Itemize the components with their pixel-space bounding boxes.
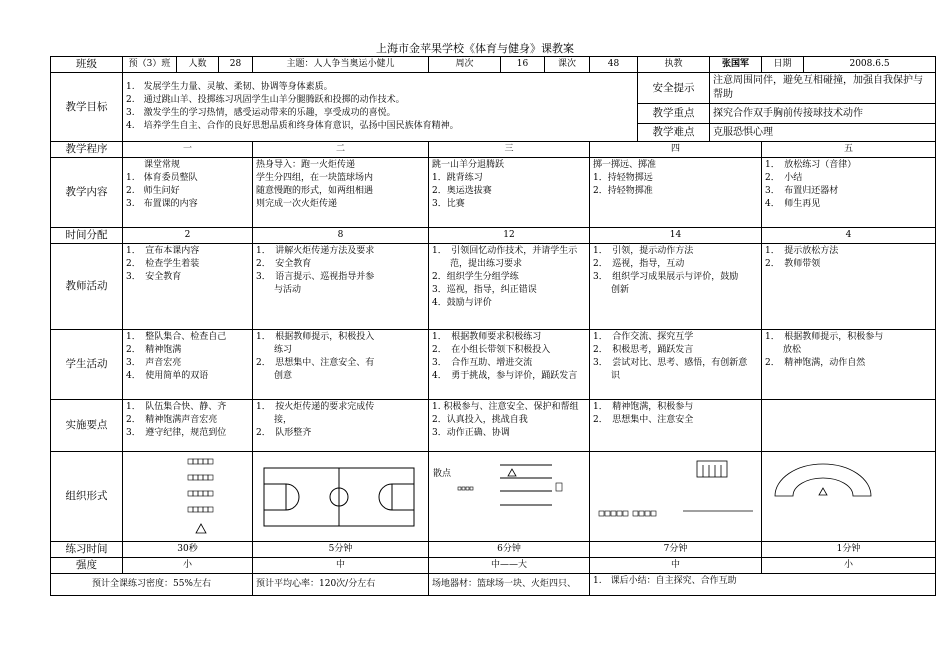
list-item: 2． 思想集中、注意安全、有 <box>256 358 375 368</box>
list-item: 热身导入：跑一火炬传递 <box>256 160 356 170</box>
date-value: 2008.6.5 <box>804 57 936 73</box>
content-col-1 <box>123 158 253 228</box>
time-label: 时间分配 <box>51 228 123 244</box>
week-label: 周次 <box>429 57 501 73</box>
intensity-col-3: 中——大 <box>429 558 590 574</box>
list-item: 1． 合作交流、探究互学 <box>593 332 694 342</box>
points-col-4 <box>590 400 762 452</box>
semicircle-formation-diagram <box>765 454 935 540</box>
list-item: 范，提出练习要求 <box>432 259 523 269</box>
content-col-4 <box>590 158 762 228</box>
org-diagram-1 <box>123 452 253 542</box>
student-col-1 <box>123 330 253 400</box>
time-col-2: 8 <box>253 228 429 244</box>
list-item: 练习 <box>256 345 293 355</box>
org-diagram-3 <box>429 452 590 542</box>
list-item: 4． 使用简单的双语 <box>126 371 209 381</box>
list-item: 3．巡视，指导，纠正错误 <box>432 285 537 295</box>
points-label: 实施要点 <box>51 400 123 452</box>
list-item: 3． 语言提示、巡视指导并参 <box>256 272 375 282</box>
list-item: 2． 精神饱满，动作自然 <box>765 358 866 368</box>
difficulty-text: 克服恐惧心理 <box>710 124 936 142</box>
list-item: 3． 组织学习成果展示与评价，鼓励 <box>593 272 739 282</box>
practice-label: 练习时间 <box>51 542 123 558</box>
lesson-label: 课次 <box>545 57 590 73</box>
count-label: 人数 <box>177 57 219 73</box>
student-col-5 <box>762 330 936 400</box>
list-item: 学生分四组，在一块篮球场内 <box>256 173 374 183</box>
theme: 主题：人人争当奥运小健儿 <box>253 57 429 73</box>
teacher-col-4 <box>590 244 762 330</box>
goal-item: 3. 激发学生的学习热情，感受运动带来的乐趣，享受成功的喜悦。 <box>126 108 396 118</box>
list-item: 2． 巡视，指导，互动 <box>593 259 685 269</box>
teacher-col-2 <box>253 244 429 330</box>
goals-list <box>123 73 638 142</box>
list-item: 3． 布置归还器材 <box>765 186 839 196</box>
lesson-plan-table <box>50 56 936 596</box>
intensity-col-2: 中 <box>253 558 429 574</box>
practice-col-2: 5分钟 <box>253 542 429 558</box>
vaulting-diagram <box>432 453 590 539</box>
list-item: 接， <box>256 415 293 425</box>
content-col-5 <box>762 158 936 228</box>
program-col-3: 三 <box>429 142 590 158</box>
list-item: 3． 合作互助、增进交流 <box>432 358 533 368</box>
list-item: 1． 根据教师提示，积极参与 <box>765 332 884 342</box>
list-item: 创意 <box>256 371 293 381</box>
list-item: 2． 精神饱满声音宏亮 <box>126 415 218 425</box>
list-item: 2． 教师带领 <box>765 259 821 269</box>
throwing-diagram <box>593 453 762 539</box>
list-item: 1． 按火炬传递的要求完成传 <box>256 402 375 412</box>
student-col-3 <box>429 330 590 400</box>
list-item: 3． 遵守纪律，规范到位 <box>126 428 227 438</box>
goals-label: 教学目标 <box>51 73 123 142</box>
key-text: 探究合作双手胸前传接球技术动作 <box>710 104 936 124</box>
list-item: 2． 安全教育 <box>256 259 312 269</box>
program-label: 教学程序 <box>51 142 123 158</box>
practice-col-3: 6分钟 <box>429 542 590 558</box>
student-col-2 <box>253 330 429 400</box>
time-col-4: 14 <box>590 228 762 244</box>
key-label: 教学重点 <box>638 104 710 124</box>
date-label: 日期 <box>762 57 804 73</box>
safety-text: 注意周围同伴，避免互相碰撞，加强自我保护与帮助 <box>710 73 936 104</box>
scatter-label: 散点 <box>433 469 452 479</box>
teacher-value: 张国军 <box>710 57 762 73</box>
program-col-5: 五 <box>762 142 936 158</box>
program-col-4: 四 <box>590 142 762 158</box>
intensity-label: 强度 <box>51 558 123 574</box>
teacher-col-5 <box>762 244 936 330</box>
practice-col-5: 1分钟 <box>762 542 936 558</box>
list-item: 随意慢跑的形式，如两组相遇 <box>256 186 374 196</box>
list-item: 跳一山羊分退腾跃 <box>432 160 505 170</box>
class-value: 预（3）班 <box>123 57 177 73</box>
basketball-court-diagram <box>256 454 424 540</box>
list-item: 3． 尝试对比、思考、感悟，有创新意 <box>593 358 748 368</box>
teacher-col-1 <box>123 244 253 330</box>
difficulty-label: 教学难点 <box>638 124 710 142</box>
list-item: 1． 根据教师提示，积极投入 <box>256 332 375 342</box>
list-item: 3．动作正确、协调 <box>432 428 510 438</box>
list-item: 2．组织学生分组学练 <box>432 272 519 282</box>
org-label: 组织形式 <box>51 452 123 542</box>
content-col-2 <box>253 158 429 228</box>
list-item: 2．持轻物掷准 <box>593 186 653 196</box>
lesson-summary: 1. 课后小结：自主探究、合作互助 <box>590 574 936 596</box>
list-item: 1． 整队集合、检查自己 <box>126 332 227 342</box>
points-col-5 <box>762 400 936 452</box>
list-item: 2． 检查学生着装 <box>126 259 200 269</box>
list-item: 与活动 <box>256 285 302 295</box>
list-item: 课堂常规 <box>126 160 181 170</box>
list-item: 3．比赛 <box>432 199 465 209</box>
org-diagram-5 <box>762 452 936 542</box>
content-col-3 <box>429 158 590 228</box>
list-item: 1． 宣布本课内容 <box>126 246 200 256</box>
intensity-col-4: 中 <box>590 558 762 574</box>
teacher-activity-label: 教师活动 <box>51 244 123 330</box>
student-col-4 <box>590 330 762 400</box>
list-item: 1． 精神饱满，积极参与 <box>593 402 694 412</box>
list-item: 1．跳背练习 <box>432 173 483 183</box>
practice-col-1: 30秒 <box>123 542 253 558</box>
points-col-2 <box>253 400 429 452</box>
list-item: 1． 队伍集合快、静、齐 <box>126 402 227 412</box>
list-item: 2． 精神饱满 <box>126 345 182 355</box>
list-item: 4．鼓励与评价 <box>432 298 492 308</box>
time-col-5: 4 <box>762 228 936 244</box>
teacher-label: 执教 <box>638 57 710 73</box>
list-item: 创新 <box>593 285 630 295</box>
list-item: 掷一掷远、掷准 <box>593 160 657 170</box>
density: 预计全课练习密度：55%左右 <box>51 574 253 596</box>
list-item: 识 <box>593 371 621 381</box>
time-col-3: 12 <box>429 228 590 244</box>
list-item: 4． 勇于挑战，参与评价，踊跃发言 <box>432 371 578 381</box>
content-label: 教学内容 <box>51 158 123 228</box>
goal-item: 2. 通过跳山羊、投掷练习巩固学生山羊分腿腾跃和投掷的动作技术。 <box>126 95 405 105</box>
list-item: 1． 根据教师要求积极练习 <box>432 332 542 342</box>
list-item: 2．认真投入，挑战自我 <box>432 415 528 425</box>
list-item: 2． 在小组长带领下积极投入 <box>432 345 551 355</box>
class-label: 班级 <box>51 57 123 73</box>
list-item: 1．持轻物掷远 <box>593 173 653 183</box>
list-item: 则完成一次火炬传递 <box>256 199 338 209</box>
program-col-2: 二 <box>253 142 429 158</box>
list-item: 1. 积极参与、注意安全、保护和帮组 <box>432 402 579 412</box>
list-item: 2． 积极思考，踊跃发言 <box>593 345 694 355</box>
list-item: 2． 思想集中、注意安全 <box>593 415 694 425</box>
list-item: 2．奥运选拔赛 <box>432 186 492 196</box>
equipment: 场地器材：篮球场一块、火炬四只、 <box>429 574 590 596</box>
list-item: 放松 <box>765 345 802 355</box>
formation-rows-diagram <box>126 454 253 540</box>
list-item: 2． 队形整齐 <box>256 428 312 438</box>
list-item: 3． 安全教育 <box>126 272 182 282</box>
goal-item: 4. 培养学生自主、合作的良好思想品质和终身体育意识，弘扬中国民族体育精神。 <box>126 121 459 131</box>
list-item: 1． 放松练习（音律） <box>765 160 857 170</box>
lesson-value: 48 <box>590 57 638 73</box>
time-col-1: 2 <box>123 228 253 244</box>
intensity-col-1: 小 <box>123 558 253 574</box>
org-diagram-2 <box>253 452 429 542</box>
list-item: 1． 讲解火炬传递方法及要求 <box>256 246 375 256</box>
practice-col-4: 7分钟 <box>590 542 762 558</box>
goal-item: 1. 发展学生力量、灵敏、柔韧、协调等身体素质。 <box>126 82 333 92</box>
list-item: 4． 师生再见 <box>765 199 821 209</box>
list-item: 1． 引领回忆动作技术，并请学生示 <box>432 246 578 256</box>
list-item: 3． 声音宏亮 <box>126 358 182 368</box>
points-col-3 <box>429 400 590 452</box>
week-value: 16 <box>501 57 545 73</box>
list-item: 2. 师生问好 <box>126 186 180 196</box>
points-col-1 <box>123 400 253 452</box>
intensity-col-5: 小 <box>762 558 936 574</box>
safety-label: 安全提示 <box>638 73 710 104</box>
program-col-1: 一 <box>123 142 253 158</box>
list-item: 1． 引领，提示动作方法 <box>593 246 694 256</box>
org-diagram-4 <box>590 452 762 542</box>
list-item: 1. 体育委员整队 <box>126 173 198 183</box>
student-activity-label: 学生活动 <box>51 330 123 400</box>
teacher-col-3 <box>429 244 590 330</box>
page-title: 上海市金苹果学校《体育与健身》课教案 <box>376 42 574 55</box>
heart-rate: 预计平均心率：120次/分左右 <box>253 574 429 596</box>
list-item: 3. 布置课的内容 <box>126 199 198 209</box>
list-item: 2． 小结 <box>765 173 803 183</box>
count-value: 28 <box>219 57 253 73</box>
list-item: 1． 提示放松方法 <box>765 246 839 256</box>
